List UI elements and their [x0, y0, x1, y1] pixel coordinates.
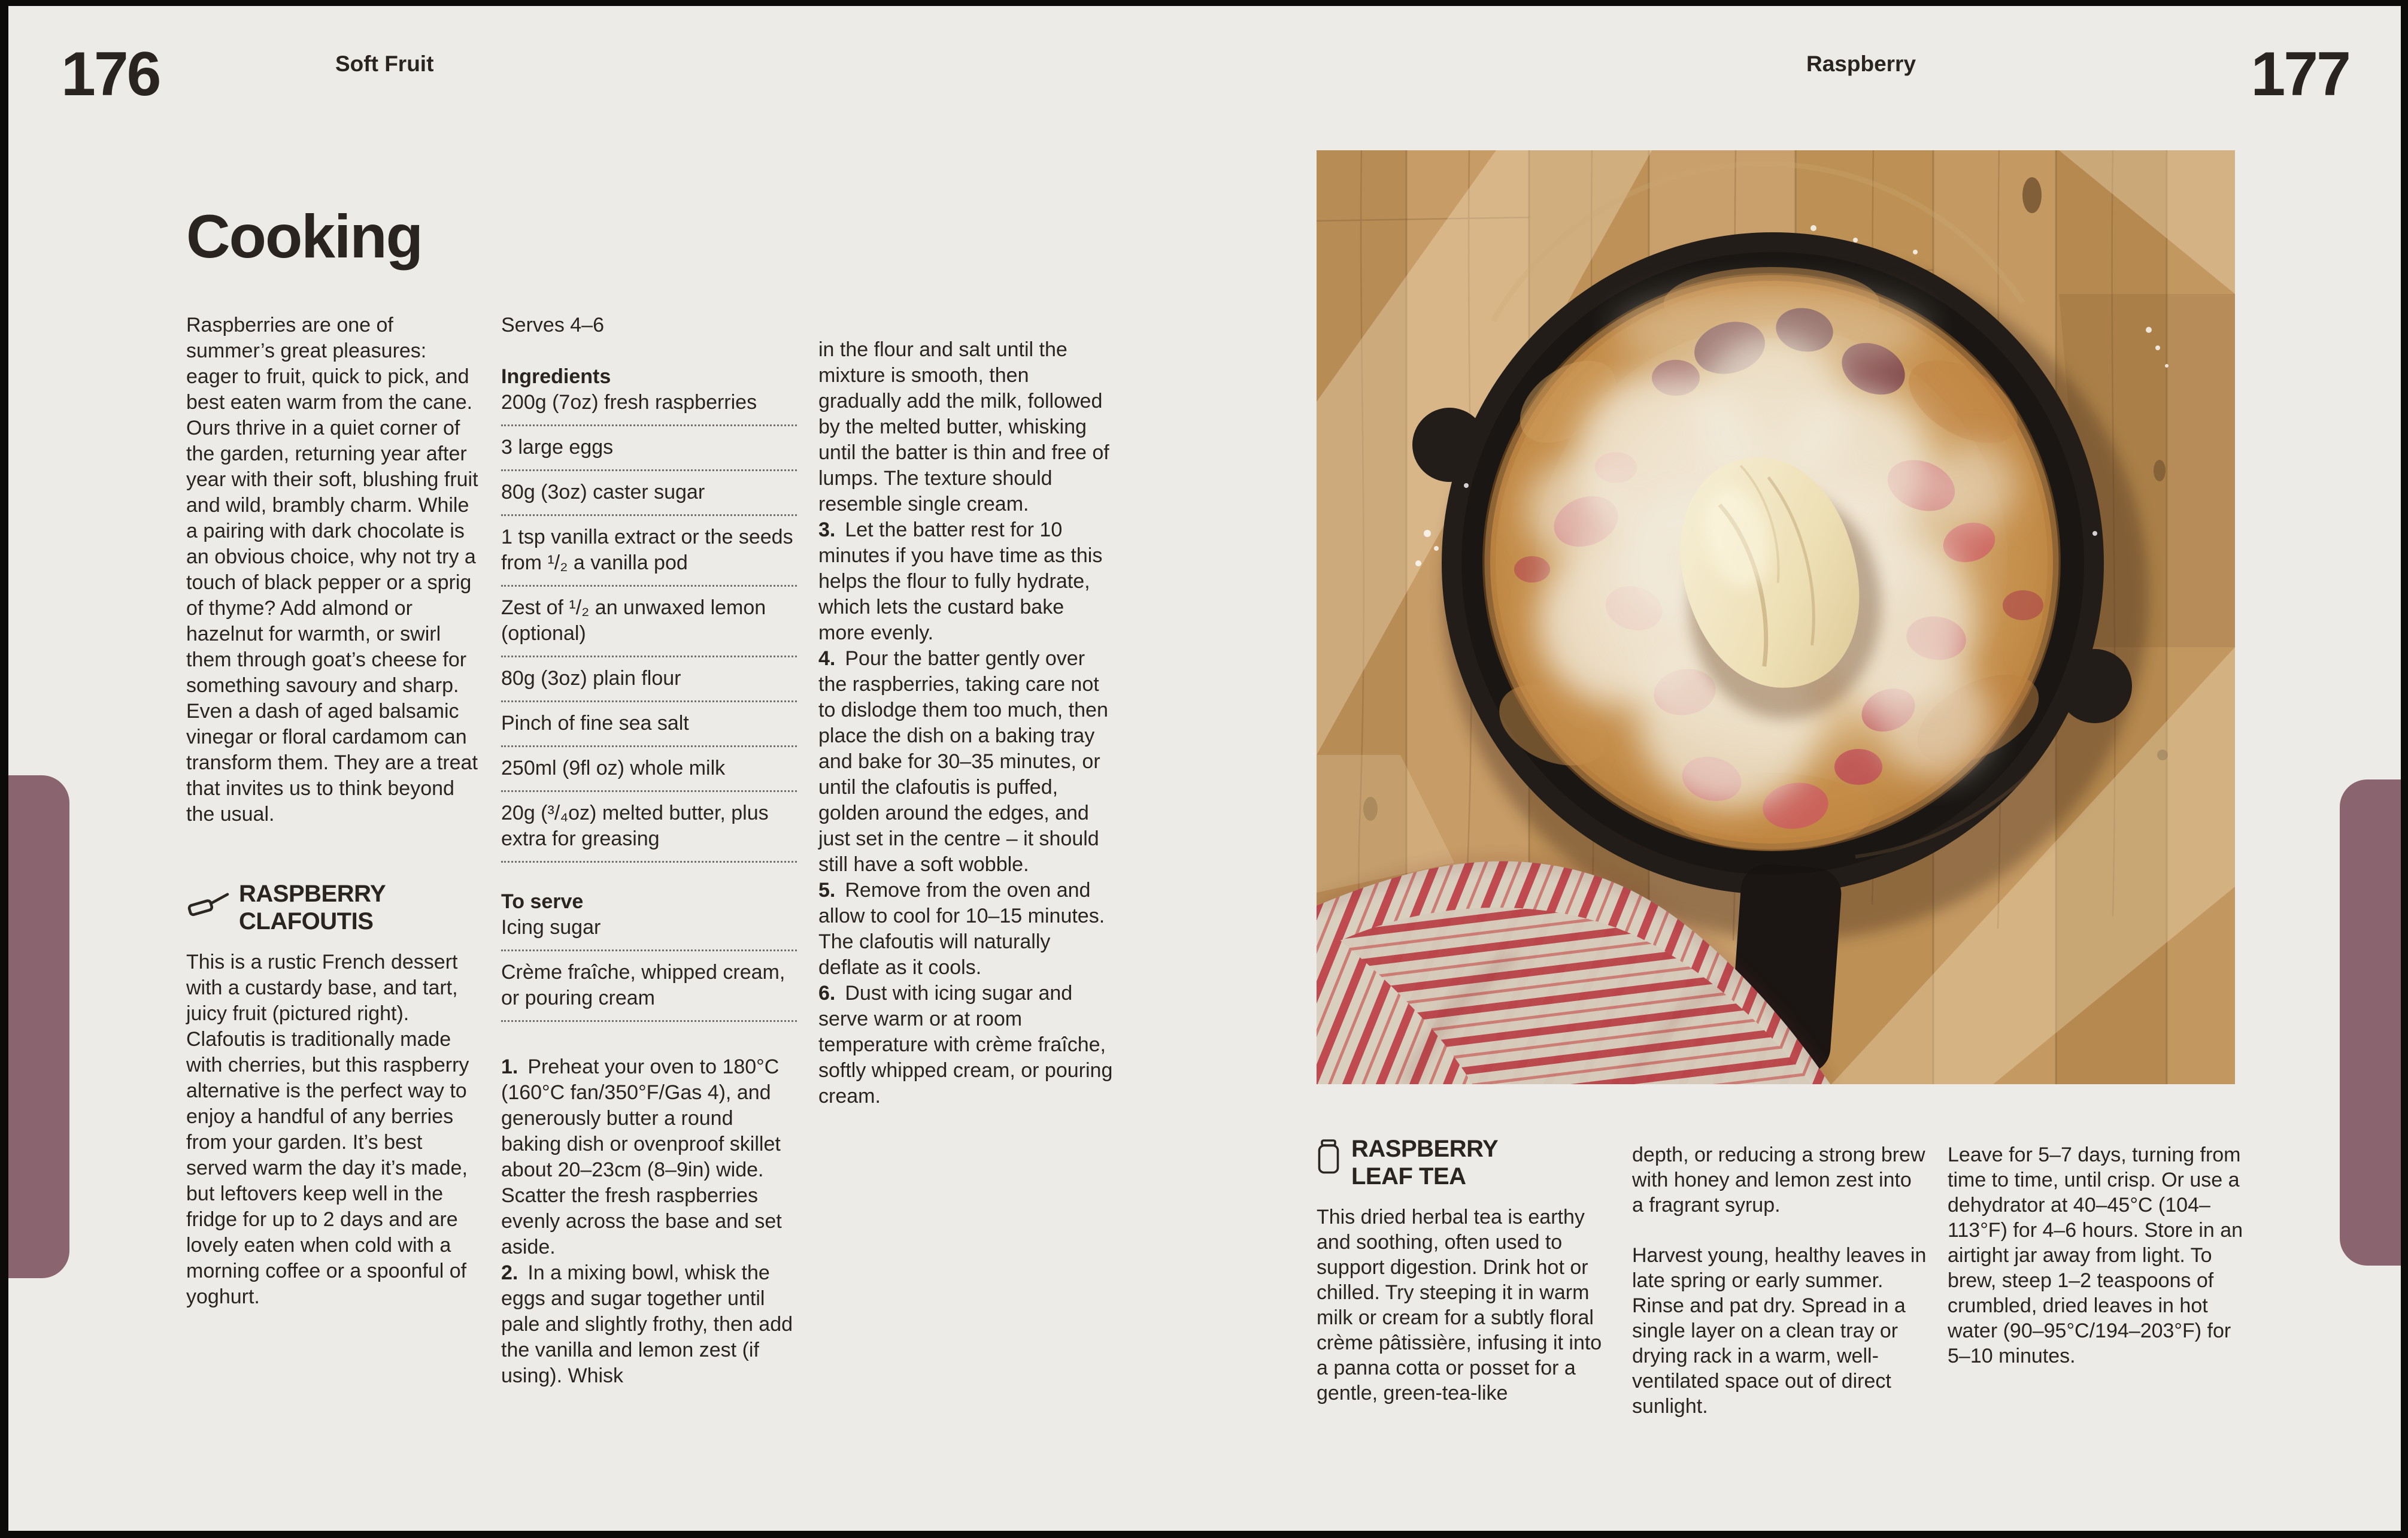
page-title: Cooking [186, 202, 422, 271]
heading-line: CLAFOUTIS [239, 908, 374, 935]
ingredient-item: 80g (3oz) caster sugar [501, 481, 705, 503]
pan-icon [186, 880, 239, 926]
intro-column [186, 313, 482, 1310]
recipe-step [818, 646, 1114, 878]
recipe-step [818, 878, 1114, 981]
ingredients-column [501, 313, 797, 1389]
ingredients-label: Ingredients [501, 365, 611, 388]
dotted-divider [501, 656, 797, 657]
dotted-divider [501, 514, 797, 516]
ingredient-item: 3 large eggs [501, 436, 614, 459]
heading-line: RASPBERRY [239, 881, 386, 907]
clafoutis-photo [1317, 150, 2235, 1084]
dotted-divider [501, 861, 797, 863]
dotted-divider [501, 585, 797, 587]
book-spread [8, 6, 2401, 1531]
to-serve-item: Icing sugar [501, 916, 601, 939]
step-text: Let the batter rest for 10 minutes if you have time as this helps the flour to fully hydrate, which lets the custard bake more evenly. [818, 518, 1103, 644]
leaf-tea-column-2 [1632, 1142, 1928, 1444]
leaf-tea-heading [1317, 1135, 1612, 1190]
to-serve-label: To serve [501, 890, 584, 913]
step-number: 5. [818, 879, 836, 902]
ingredient-item: Pinch of fine sea salt [501, 712, 689, 735]
ingredient-item: 80g (3oz) plain flour [501, 667, 681, 690]
page-tab-left [8, 775, 69, 1278]
to-serve-item: Crème fraîche, whipped cream, or pouring cream [501, 961, 786, 1009]
page-number-right: 177 [2251, 40, 2349, 109]
leaf-tea-paragraph: Leave for 5–7 days, turning from time to time, until crisp. Or use a dehydrator at 40–45°C (104–113°F) for 4–6 hours. Store in an airtight jar away from light. To brew, steep 1–2 teaspoons of crumbled, dried leaves in hot water (90–95°C/194–203°F) for 5–10 minutes. [1948, 1143, 2243, 1367]
running-head-right: Raspberry [1806, 51, 1916, 76]
recipe-step [818, 981, 1114, 1109]
leaf-tea-column-3 [1948, 1142, 2243, 1394]
leaf-tea-paragraph: This dried herbal tea is earthy and soothing, often used to support digestion. Drink hot or chilled. Try steeping it in warm milk or cream for a subtly floral crème pâtissière, infusing it into a panna cotta or posset for a gentle, green-tea-like [1317, 1206, 1602, 1404]
clafoutis-heading-text [239, 880, 386, 935]
recipe-step [818, 517, 1114, 646]
ingredient-item: Zest of ¹/₂ an unwaxed lemon (optional) [501, 596, 766, 645]
ingredient-item: 200g (7oz) fresh raspberries [501, 391, 757, 414]
heading-line: RASPBERRY [1351, 1136, 1499, 1162]
serves-line: Serves 4–6 [501, 314, 604, 336]
clafoutis-paragraph: This is a rustic French dessert with a custardy base, and tart, juicy fruit (pictured right). Clafoutis is traditionally made with cherries, but this raspberry alternative is the perfect way to enjoy a handful of any berries from your garden. It’s best served warm the day it’s made, but leftovers keep well in the fridge for up to 2 days and are lovely eaten when cold with a morning coffee or a spoonful of yoghurt. [186, 951, 469, 1308]
dotted-divider [501, 790, 797, 792]
step-continuation: in the flour and salt until the mixture is smooth, then gradually add the milk, followed by the melted butter, whisking until the batter is thin and free of lumps. The texture should resemble single cream. [818, 338, 1109, 515]
dotted-divider [501, 469, 797, 471]
step-number: 3. [818, 518, 836, 541]
step-text: Dust with icing sugar and serve warm or at room temperature with crème fraîche, softly whipped cream, or pouring cream. [818, 982, 1113, 1108]
dotted-divider [501, 1020, 797, 1022]
leaf-tea-paragraph: Harvest young, healthy leaves in late spring or early summer. Rinse and pat dry. Spread in a single layer on a clean tray or drying rack in a warm, well-ventilated space out of direct sunlight. [1632, 1244, 1927, 1418]
running-head-left: Soft Fruit [335, 51, 434, 76]
ingredient-item: 250ml (9fl oz) whole milk [501, 757, 726, 779]
step-number: 4. [818, 647, 836, 670]
dotted-divider [501, 745, 797, 747]
dotted-divider [501, 424, 797, 426]
method-column [818, 337, 1114, 1109]
ingredient-item: 1 tsp vanilla extract or the seeds from ¹/₂ a vanilla pod [501, 526, 793, 574]
clafoutis-heading [186, 880, 482, 935]
leaf-tea-paragraph: depth, or reducing a strong brew with honey and lemon zest into a fragrant syrup. [1632, 1143, 1925, 1217]
leaf-tea-column-1 [1317, 1135, 1612, 1431]
clafoutis-photo-graphic [1317, 150, 2235, 1084]
recipe-step [501, 1260, 797, 1389]
leaf-tea-heading-text [1351, 1135, 1498, 1190]
ingredient-item: 20g (³/₄oz) melted butter, plus extra for greasing [501, 802, 769, 850]
page-tab-right [2340, 779, 2401, 1266]
step-number: 6. [818, 982, 836, 1005]
intro-paragraph: Raspberries are one of summer’s great pleasures: eager to fruit, quick to pick, and best eaten warm from the cane. Ours thrive in a quiet corner of the garden, returning year after year with their soft, blushing fruit and wild, brambly charm. While a pairing with dark chocolate is an obvious choice, why not try a touch of black pepper or a sprig of thyme? Add almond or hazelnut for warmth, or swirl them through goat’s cheese for something savoury and sharp. Even a dash of aged balsamic vinegar or floral cardamom can transform them. They are a treat that invites us to think beyond the usual. [186, 314, 478, 826]
heading-line: LEAF TEA [1351, 1163, 1466, 1190]
step-number: 2. [501, 1261, 518, 1284]
step-number: 1. [501, 1055, 518, 1078]
step-text: Preheat your oven to 180°C (160°C fan/350°F/Gas 4), and generously butter a round baking dish or ovenproof skillet about 20–23cm (8–9in) wide. Scatter the fresh raspberries evenly across the base and set aside. [501, 1055, 782, 1258]
page-number-left: 176 [61, 40, 160, 109]
dotted-divider [501, 700, 797, 702]
step-text: Pour the batter gently over the raspberries, taking care not to dislodge them too much, then place the dish on a baking tray and bake for 30–35 minutes, or until the clafoutis is puffed, golden around the edges, and just set in the centre – it should still have a soft wobble. [818, 647, 1108, 876]
dotted-divider [501, 950, 797, 951]
step-text: In a mixing bowl, whisk the eggs and sugar together until pale and slightly frothy, then add the vanilla and lemon zest (if using). Whisk [501, 1261, 793, 1387]
jar-icon [1317, 1135, 1351, 1181]
step-text: Remove from the oven and allow to cool for 10–15 minutes. The clafoutis will naturally deflate as it cools. [818, 879, 1105, 979]
recipe-step [501, 1054, 797, 1260]
